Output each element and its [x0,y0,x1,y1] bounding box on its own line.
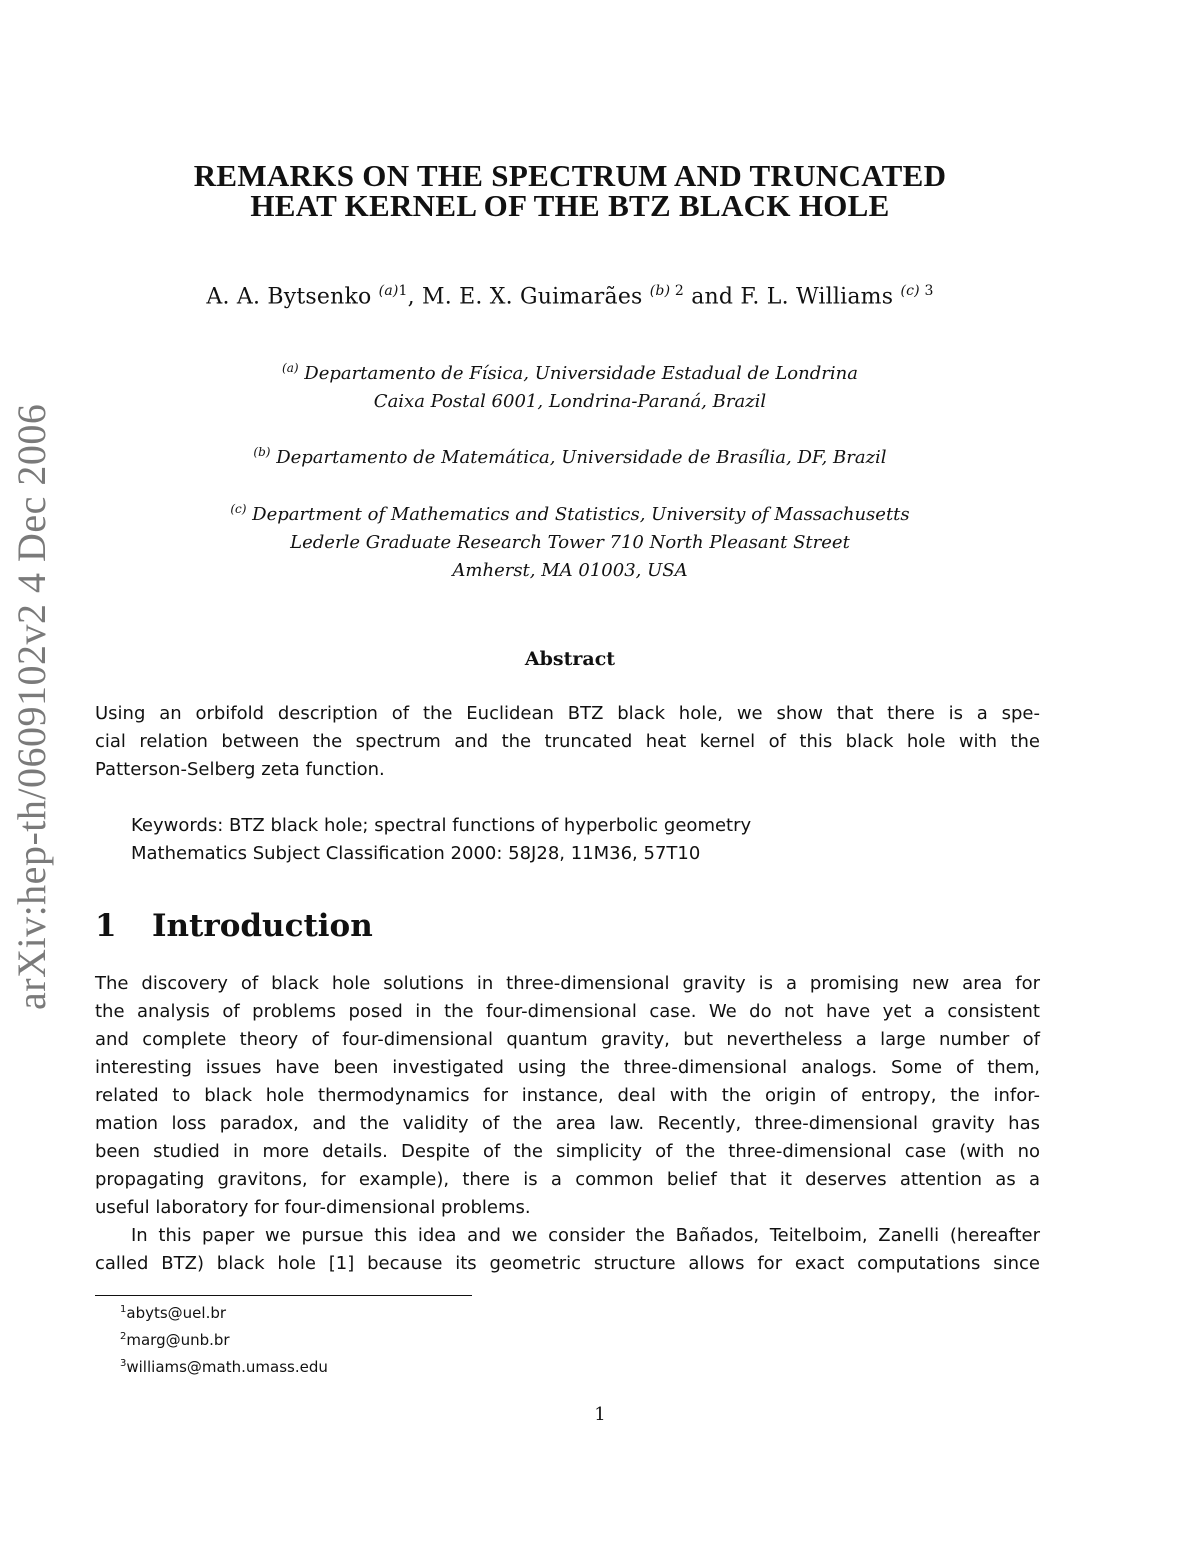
affiliation-c [60,495,1080,585]
footnote-mark: 2 [674,283,685,299]
affiliation-line: Amherst, MA 01003, USA [452,560,688,581]
abstract-line: cial relation between the spectrum and the truncated heat kernel of this black hole with the [95,731,1040,752]
footnote-mark: 3 [120,1358,127,1369]
footnotes [120,1298,328,1379]
abstract-line: Using an orbifold description of the Euclidean BTZ black hole, we show that there is a spe- [95,703,1040,724]
affiliation-line: Departamento de Física, Universidade Estadual de Londrina [304,363,858,384]
intro-line: called BTZ) black hole [1] because its geometric structure allows for exact computations since [95,1253,1040,1274]
abstract-line: Patterson-Selberg zeta function. [95,759,385,780]
footnote-mark: 3 [924,283,934,299]
abstract-body [95,700,1040,784]
arxiv-identifier-stamp: arXiv:hep-th/0609102v2 4 Dec 2006 [9,403,54,1010]
intro-line: In this paper we pursue this idea and we consider the Bañados, Teitelboim, Zanelli (hereafter [131,1225,1040,1246]
footnote-mark: 1 [398,283,408,299]
affiliation-line: Lederle Graduate Research Tower 710 North Pleasant Street [290,532,850,553]
author-separator: and [684,284,741,310]
affiliation-mark: (a) [282,361,299,375]
footnote [120,1298,328,1325]
intro-line: and complete theory of four-dimensional quantum gravity, but nevertheless a large number of [95,1029,1040,1050]
paper-title-line-1: REMARKS ON THE SPECTRUM AND TRUNCATED [193,158,947,193]
author-list [60,283,1080,309]
affiliation-line: Department of Mathematics and Statistics, University of Massachusetts [252,504,910,525]
author-name: M. E. X. Guimarães [422,284,643,310]
author-separator: , [407,284,423,310]
footnote [120,1352,328,1379]
msc-line: Mathematics Subject Classification 2000: 58J28, 11M36, 57T10 [131,843,701,864]
footnote-email: abyts@uel.br [126,1304,227,1322]
affiliation-mark: (c) [900,283,920,299]
intro-line: useful laboratory for four-dimensional problems. [95,1197,531,1218]
affiliation-line: Caixa Postal 6001, Londrina-Paraná, Brazil [373,391,767,412]
introduction-body [95,970,1040,1278]
affiliation-b [60,438,1080,472]
affiliation-mark: (c) [230,502,247,516]
intro-line: the analysis of problems posed in the four-dimensional case. We do not have yet a consistent [95,1001,1040,1022]
intro-line: propagating gravitons, for example), there is a common belief that it deserves attention as a [95,1169,1040,1190]
footnote [120,1325,328,1352]
author-name: F. L. Williams [740,284,894,310]
author-name: A. A. Bytsenko [206,284,372,310]
section-number: 1 [95,908,117,944]
section-title: Introduction [152,908,373,944]
intro-line: been studied in more details. Despite of the simplicity of the three-dimensional case (with no [95,1141,1040,1162]
keywords-line: Keywords: BTZ black hole; spectral functions of hyperbolic geometry [131,815,752,836]
footnote-mark: 2 [120,1331,127,1342]
footnote-mark: 1 [120,1304,127,1315]
page-number: 1 [594,1404,606,1425]
intro-line: The discovery of black hole solutions in three-dimensional gravity is a promising new area for [95,973,1040,994]
intro-line: interesting issues have been investigated using the three-dimensional analogs. Some of them, [95,1057,1040,1078]
affiliation-a [60,354,1080,416]
keywords-block [131,812,1040,868]
affiliation-mark: (b) [649,283,671,299]
paper-title-line-2: HEAT KERNEL OF THE BTZ BLACK HOLE [250,188,890,223]
affiliation-mark: (a) [378,283,399,299]
intro-line: related to black hole thermodynamics for instance, deal with the origin of entropy, the infor- [95,1085,1040,1106]
footnote-rule [95,1295,472,1296]
affiliation-line: Departamento de Matemática, Universidade de Brasília, DF, Brazil [276,447,887,468]
footnote-email: williams@math.umass.edu [126,1358,328,1376]
affiliation-mark: (b) [253,445,271,459]
footnote-email: marg@unb.br [126,1331,230,1349]
abstract-heading: Abstract [524,648,616,670]
intro-line: mation loss paradox, and the validity of the area law. Recently, three-dimensional gravity has [95,1113,1040,1134]
